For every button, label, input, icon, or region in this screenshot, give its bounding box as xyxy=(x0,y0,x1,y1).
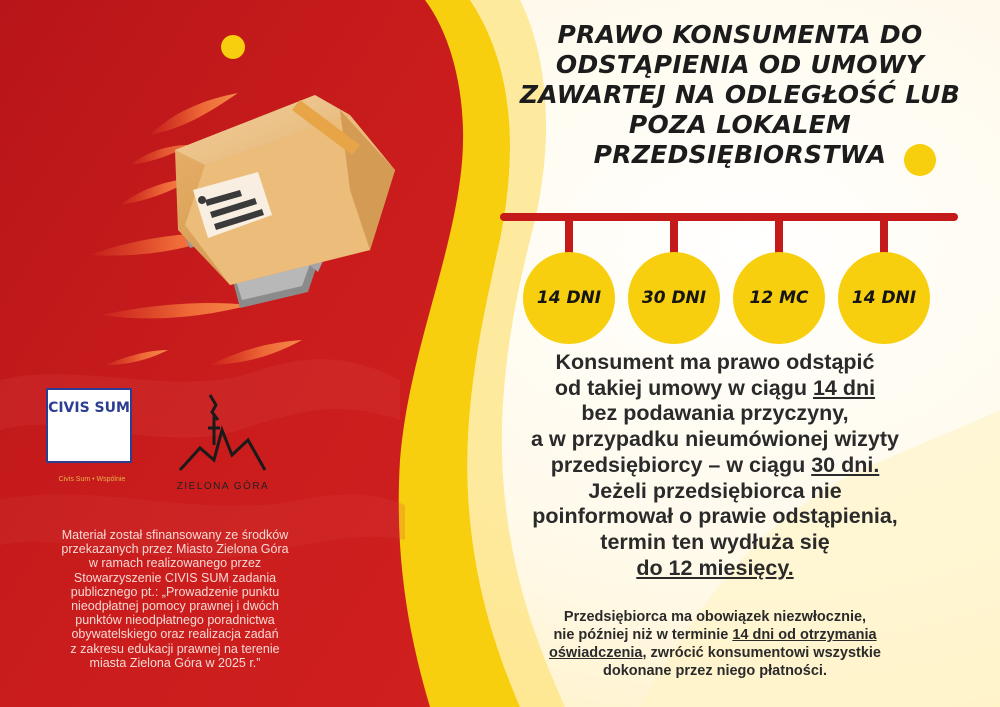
civis-sum-logo xyxy=(46,388,132,463)
funding-line: obywatelskiego oraz realizacja zadań xyxy=(71,627,279,642)
main-line: poinformował o prawie odstąpienia, xyxy=(532,504,898,529)
main-line: Jeżeli przedsiębiorca nie xyxy=(588,478,842,503)
note-highlight: 14 dni od otrzymania xyxy=(732,627,877,643)
funding-line: Materiał został sfinansowany ze środków xyxy=(61,528,289,542)
dot xyxy=(221,35,245,59)
highlight-30-days: 30 dni. xyxy=(811,452,880,477)
main-line: bez podawania przyczyny, xyxy=(581,401,849,426)
main-line: Konsument ma prawo odstąpić xyxy=(555,350,875,374)
funding-notice xyxy=(30,528,320,670)
note-line: dokonane przez niego płatności. xyxy=(603,663,827,679)
title-line: ODSTĄPIENIA OD UMOWY xyxy=(555,50,925,79)
funding-line: publicznego pt.: „Prowadzenie punktu xyxy=(70,584,280,599)
highlight-14-days: 14 dni xyxy=(812,375,876,400)
timeline-bar xyxy=(500,213,958,221)
note-part: nie później niż w terminie xyxy=(553,627,733,643)
poster-title xyxy=(505,20,975,170)
note-line xyxy=(485,644,945,662)
funding-line: przekazanych przez Miasto Zielona Góra xyxy=(61,542,289,557)
funding-line: miasta Zielona Góra w 2025 r.” xyxy=(89,655,261,670)
title-line: PRAWO KONSUMENTA DO xyxy=(557,20,923,49)
funding-line: Stowarzyszenie CIVIS SUM zadania xyxy=(73,570,277,585)
zielona-gora-logo-text: ZIELONA GÓRA xyxy=(176,481,270,492)
note-line: Przedsiębiorca ma obowiązek niezwłocznie, xyxy=(563,609,867,625)
title-line: POZA LOKALEM xyxy=(628,110,852,139)
highlight-12-months: do 12 miesięcy. xyxy=(636,555,794,580)
funding-line: punktów nieodpłatnego poradnictwa xyxy=(75,613,275,628)
note-part: , zwrócić konsumentowi wszystkie xyxy=(642,645,881,661)
main-line: a w przypadku nieumówionej wizyty xyxy=(531,427,899,452)
main-text xyxy=(480,350,950,581)
title-line: PRZEDSIĘBIORSTWA xyxy=(593,140,887,169)
timeline-label: 30 DNI xyxy=(641,288,707,308)
dot xyxy=(429,644,461,676)
note-highlight: oświadczenia xyxy=(549,645,643,661)
main-line-part: przedsiębiorcy – w ciągu xyxy=(550,452,812,477)
civis-logo-subtitle: Civis Sum • Wspólnie xyxy=(58,476,126,483)
funding-line: nieodpłatnej pomocy prawnej i dwóch xyxy=(71,599,279,614)
main-line xyxy=(480,376,950,402)
main-line xyxy=(480,453,950,479)
timeline-label: 14 DNI xyxy=(536,288,602,308)
timeline-label: 12 MC xyxy=(749,288,809,308)
obligation-note xyxy=(485,608,945,680)
timeline-label: 14 DNI xyxy=(851,288,917,308)
funding-line: z zakresu edukacji prawnej na terenie xyxy=(70,641,280,656)
title-line: ZAWARTEJ NA ODLEGŁOŚĆ LUB xyxy=(519,80,961,109)
main-line: termin ten wydłuża się xyxy=(600,529,830,554)
note-line xyxy=(485,626,945,644)
funding-line: w ramach realizowanego przez xyxy=(88,556,262,571)
civis-logo-text: CIVIS SUM xyxy=(48,400,130,416)
main-line-part: od takiej umowy w ciągu xyxy=(554,375,813,400)
